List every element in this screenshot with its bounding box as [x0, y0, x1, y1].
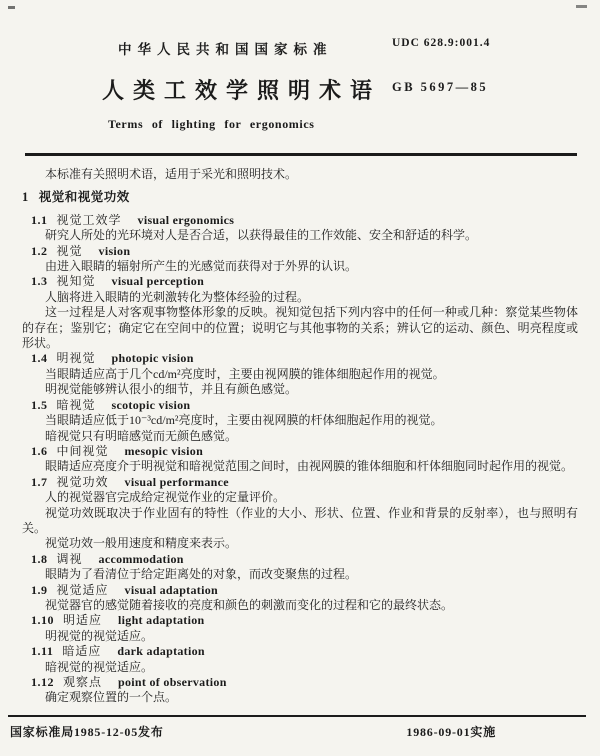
term-name-zh: 暗视觉 [56, 397, 96, 412]
term-definition: 明视觉的视觉适应。 [45, 628, 154, 643]
footer-divider [8, 715, 586, 717]
term-definition: 这一过程是人对客观事物整体形象的反映。视知觉包括下列内容中的任何一种或几种：察觉某些物体的存在；鉴别它；确定它在空间中的位置；说明它与其他事物的关系；辨认它的运动、颜色、明亮程度或形状。 [22, 305, 578, 351]
term-number: 1.5 [31, 397, 48, 412]
term-definition: 确定观察位置的一个点。 [45, 690, 178, 705]
term-definition: 研究人所处的光环境对人是否合适，以获得最佳的工作效能、安全和舒适的科学。 [45, 228, 478, 243]
section-heading [22, 190, 578, 205]
term-heading [22, 444, 578, 459]
term-definition: 视觉功效一般用速度和精度来表示。 [45, 536, 238, 551]
term-name-en: mesopic vision [124, 443, 204, 458]
scope-paragraph: 本标准有关照明术语，适用于采光和照明技术。 [45, 167, 298, 181]
national-standard-label: 中华人民共和国国家标准 [118, 42, 333, 57]
term-number: 1.1 [31, 212, 48, 227]
term-number: 1.10 [31, 613, 54, 628]
term-definition: 眼睛适应亮度介于明视觉和暗视觉范围之间时，由视网膜的锥体细胞和杆体细胞同时起作用的视觉。 [45, 459, 574, 474]
term-name-en: photopic vision [111, 351, 194, 366]
term-name-en: point of observation [118, 675, 227, 689]
term-number: 1.11 [31, 644, 54, 659]
term-number: 1.4 [31, 351, 48, 366]
term-entry [22, 244, 578, 275]
term-entry [22, 675, 578, 706]
term-number: 1.3 [31, 274, 48, 289]
section-number: 1 [22, 190, 29, 205]
term-definition: 暗视觉只有明暗感觉而无颜色感觉。 [45, 428, 238, 443]
effective-date: 1986-09-01实施 [406, 725, 496, 739]
term-name-en: vision [98, 243, 131, 258]
term-definition: 由进入眼睛的辐射所产生的光感觉而获得对于外界的认识。 [45, 259, 358, 274]
term-name-zh: 观察点 [63, 675, 103, 689]
term-name-en: dark adaptation [117, 644, 205, 659]
term-number: 1.8 [31, 551, 48, 566]
term-heading [22, 351, 578, 366]
terms-list [22, 213, 578, 706]
term-number: 1.6 [31, 443, 48, 458]
term-heading [22, 675, 578, 690]
header-divider [25, 153, 577, 156]
term-number: 1.12 [31, 675, 54, 689]
term-definition: 人的视觉器官完成给定视觉作业的定量评价。 [45, 490, 286, 505]
term-name-zh: 视觉适应 [56, 582, 109, 597]
term-name-zh: 视知觉 [56, 274, 96, 289]
term-heading [22, 552, 578, 567]
term-heading [22, 398, 578, 413]
term-name-zh: 明视觉 [56, 351, 96, 366]
udc-number: UDC 628.9:001.4 [392, 37, 491, 49]
term-definition: 视觉器官的感觉随着接收的亮度和颜色的刺激而变化的过程和它的最终状态。 [45, 597, 454, 612]
term-entry [22, 274, 578, 351]
term-number: 1.7 [31, 474, 48, 489]
term-name-en: visual perception [111, 274, 205, 289]
term-heading [22, 244, 578, 259]
term-entry [22, 444, 578, 475]
term-heading [22, 213, 578, 228]
term-name-en: light adaptation [118, 613, 205, 628]
term-entry [22, 613, 578, 644]
term-definition: 明视觉能够辨认很小的细节，并且有颜色感觉。 [45, 382, 298, 397]
term-entry [22, 475, 578, 552]
document-title-zh: 人类工效学照明术语 [102, 78, 382, 103]
term-name-en: visual ergonomics [137, 212, 235, 227]
term-entry [22, 351, 578, 397]
term-name-zh: 明适应 [63, 613, 103, 628]
scan-artifact [576, 5, 587, 8]
term-heading [22, 613, 578, 628]
term-definition: 当眼睛适应低于10⁻³cd/m²亮度时，主要由视网膜的杆体细胞起作用的视觉。 [45, 413, 443, 428]
standard-number: GB 5697—85 [392, 80, 489, 94]
term-name-en: visual adaptation [124, 582, 218, 597]
term-entry [22, 644, 578, 675]
term-name-zh: 视觉功效 [56, 474, 109, 489]
scan-artifact [8, 6, 15, 9]
term-number: 1.2 [31, 243, 48, 258]
term-heading [22, 644, 578, 659]
term-name-en: accommodation [98, 551, 184, 566]
term-number: 1.9 [31, 582, 48, 597]
term-name-zh: 视觉工效学 [56, 212, 122, 227]
term-entry [22, 213, 578, 244]
term-definition: 当眼睛适应高于几个cd/m²亮度时，主要由视网膜的锥体细胞起作用的视觉。 [45, 366, 445, 381]
section-title: 视觉和视觉功效 [38, 190, 130, 205]
term-name-zh: 暗适应 [62, 644, 102, 659]
term-name-zh: 中间视觉 [56, 443, 109, 458]
term-heading [22, 583, 578, 598]
term-entry [22, 583, 578, 614]
term-heading [22, 475, 578, 490]
document-footer [10, 723, 592, 740]
term-name-zh: 视觉 [56, 243, 83, 258]
term-name-zh: 调视 [56, 551, 83, 566]
document-body [22, 167, 578, 714]
term-name-en: scotopic vision [111, 397, 191, 412]
term-heading [22, 274, 578, 289]
issued-date: 国家标准局1985-12-05发布 [10, 725, 164, 739]
term-entry [22, 552, 578, 583]
term-definition: 眼睛为了看清位于给定距离处的对象，而改变聚焦的过程。 [45, 567, 358, 582]
document-title-en: Terms of lighting for ergonomics [108, 117, 315, 131]
term-definition: 人脑将进入眼睛的光刺激转化为整体经验的过程。 [45, 289, 310, 304]
term-entry [22, 398, 578, 444]
term-definition: 视觉功效既取决于作业固有的特性（作业的大小、形状、位置、作业和背景的反射率），也与照明有关。 [22, 505, 578, 535]
term-name-en: visual performance [124, 474, 229, 489]
term-definition: 暗视觉的视觉适应。 [45, 659, 154, 674]
